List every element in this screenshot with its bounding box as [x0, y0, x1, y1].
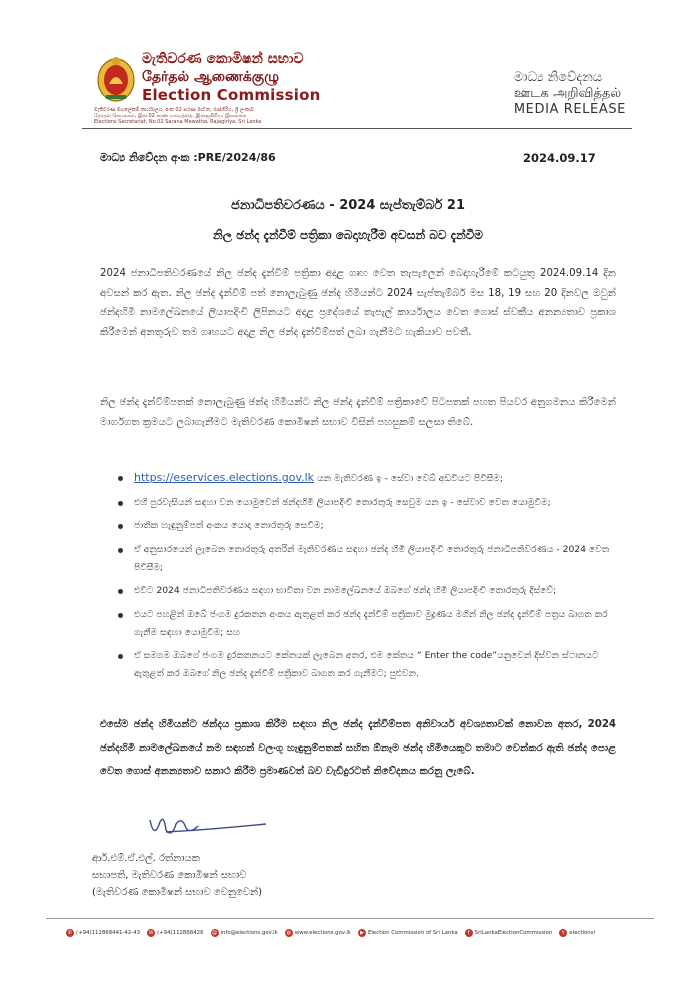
address-tamil: தேர்தல் செயலகம், இல.02 சரண மாவத்தை, இராஜகிரிய, இலங்கை	[94, 113, 247, 120]
org-address	[94, 107, 334, 126]
footer-youtube[interactable]: Election Commission of Sri Lanka	[368, 930, 458, 936]
bullet-icon	[118, 613, 123, 618]
release-date: 2024.09.17	[523, 151, 596, 165]
org-name-sinhala: මැතිවරණ කොමිෂන් සභාව	[142, 51, 304, 67]
bullet-icon	[118, 548, 123, 553]
signature-image	[146, 810, 276, 850]
list-item	[102, 582, 612, 600]
list-item-text: එවිට 2024 ජනාධිපතිවරණය සඳහා භාවිතා වන නාමලේඛනයේ ඔබගේ ඡන්ද හිමි ලියාපදිංචි තොරතුරු දිස්වේ;	[134, 585, 557, 596]
list-item	[102, 541, 612, 577]
list-item-text: යන මැතිවරණ ඉ - සේවා වෙබ් අඩවියට පිවිසීම;	[314, 473, 504, 484]
signatory-name: ආර්.එම්.ඒ.එල්. රත්නායක	[92, 853, 200, 864]
list-item	[102, 494, 612, 512]
email-icon: @	[212, 930, 218, 936]
list-item	[102, 606, 612, 642]
eservices-link[interactable]: https://eservices.elections.gov.lk	[134, 471, 315, 484]
footer-email[interactable]: info@elections.gov.lk	[220, 930, 278, 936]
list-item	[102, 517, 612, 535]
paragraph-3: එසේම ඡන්ද හිමියන්ට ඡන්දය ප්‍රකාශ කිරීම සඳහා නිල ඡන්ද දැන්වීම්පත අනිවාර්ය අවශ්‍යතාවක් නොවන අතර, 2024 ඡන්දහිමි නාමලේඛනයේ නම සඳහන් වලංගු හැඳුනුම්පතක් සහිත ඕනෑම ඡන්ද හිමියෙකුට තමාට වෙන්කර ඇති ඡන්ද පොළ වෙත ගොස් අනන්‍යතාව සනාථ කිරීම ප්‍රමාණවත් බව වැඩිදුරටත් නිවේදනය කරනු ලැබේ.	[100, 719, 617, 777]
signatory-title: සභාපති, මැතිවරණ කොමිෂන් සභාව	[92, 870, 247, 881]
phone-icon: ✆	[67, 930, 73, 936]
facebook-icon: f	[465, 929, 473, 937]
media-release-label	[514, 70, 626, 118]
steps-list	[102, 469, 612, 689]
web-icon: ◍	[286, 930, 291, 936]
address-sinhala: මැතිවරණ මහලේකම් කාර්යාලය, අංක 02 සරණ මාවත, රාජගිරිය, ශ්‍රී ලංකාව	[94, 107, 255, 113]
bullet-icon	[118, 476, 123, 481]
signatory-behalf: (මැතිවරණ කොමිෂන් සභාව වෙනුවෙන්)	[92, 887, 262, 898]
org-name-tamil: தேர்தல் ஆணைக்குழு	[142, 69, 280, 85]
list-item	[102, 647, 612, 683]
document-subtitle: නිල ඡන්ද දැන්වීම් පත්‍රිකා බෙදාහැරීම අවසන් බව දැන්වීම	[213, 228, 483, 242]
youtube-icon: ▶	[358, 929, 366, 937]
header-divider	[82, 128, 632, 129]
signatory-block	[92, 850, 262, 901]
footer-fax: (+94)112868426	[157, 930, 204, 936]
list-item-text: ඒ අනුසාරයෙන් ලැබෙන තොරතුරු අතරින් මැතිවරණය සඳහා ඡන්ද හිමි ලියාපදිංචි තොරතුරු ජනාධිපතිවරණය - 2024 වෙත පිවිසීම;	[134, 543, 610, 573]
footer-facebook[interactable]: SriLankaElectionCommission	[474, 930, 553, 936]
list-item-text: ඒ සමගම ඔබගේ ජංගම දුරකතනයට කේතයක් ලැබෙන අතර, එම කේතය “ Enter the code”යනුවෙන් දිස්වන ස්ථානයට ඇතුළත් කර ඔබගේ නිල ඡන්ද දැන්වීම් පත්‍රිකාව බාගත කර ගැනීමට; පුළුවන.	[134, 650, 599, 679]
list-item	[102, 469, 612, 488]
paragraph-2: නිල ඡන්ද දැන්වීම්පතක් නොලැබුණු ඡන්ද හිමියන්ට නිල ඡන්ද දැන්වීම් පත්‍රිකාවේ පිටපතක් පහත පියවර අනුගමනය කිරීමෙන් මාර්ගගත ක්‍රමයට ලබාගැනීමට මැතිවරණ කොමිෂන් සභාව විසින් පහසුකම් සලසා තිබේ.	[100, 397, 616, 428]
bullet-icon	[118, 501, 123, 506]
list-item-text: එයට පහළින් ඔබේ ජංගම දුරකතන අංකය ඇතුළත් කර ඡන්ද දැන්වීම් පත්‍රිකාව මුද්‍රණය මගින් නිල ඡන්ද දැන්වීම් පත්‍රය බාගත කර ගැනීම සඳහා යොමුවීම; සහ	[134, 608, 608, 638]
fax-icon: ✉	[148, 930, 154, 936]
media-release-sinhala: මාධ්‍ය නිවේදනය	[513, 70, 603, 85]
list-item-text: ජාතික හැඳුනුම්පත් අංකය යොදා තොරතුරු සෙවීම;	[134, 520, 324, 531]
footer-divider	[46, 918, 654, 919]
media-release-english: MEDIA RELEASE	[513, 102, 626, 117]
footer-contacts	[66, 929, 666, 937]
bullet-icon	[118, 589, 123, 594]
footer-web[interactable]: www.elections.gov.lk	[294, 930, 352, 936]
footer-twitter[interactable]: electionsl	[569, 930, 595, 936]
address-english: Elections Secretariat, No.02 Sarana Mawatha, Rajagiriya, Sri Lanka	[94, 119, 262, 126]
org-name-english: Election Commission	[142, 86, 321, 104]
footer-phone: (+94)112868441-42-43	[76, 930, 141, 936]
document-title: ජනාධිපතිවරණය - 2024 සැප්තැම්බර් 21	[231, 198, 465, 213]
paragraph-1: 2024 ජනාධිපතිවරණයේ නිල ඡන්ද දැන්වීම් පත්‍රිකා අදාළ ගෘහ වෙත තැපැලෙන් බෙදාහැරීමේ කටයුතු 2024.09.14 දින අවසන් කර ඇත. නිල ඡන්ද දැන්වීම් පත් නොලැබුණු ඡන්ද හිමියන්ට 2024 සැප්තැම්බර් මස 18, 19 සහ 20 දිනවල ඔවුන් ඡන්දහිමි නාමලේඛනයේ ලියාපදිංචි ලිපිනයට අදාළ ප්‍රදේශයේ තැපැල් කාර්යාලය වෙත ගොස් ස්වකීය අනන්‍යතාව ප්‍රකාශ කිරීමෙන් අනතුරුව තම ගෘහයට අදාළ නිල ඡන්ද දැන්වීම්පත් ලබා ගැනීමට හැකියාව පවතී.	[100, 268, 616, 338]
bullet-icon	[118, 654, 123, 659]
media-release-tamil: ஊடக அறிவித்தல்	[513, 86, 622, 101]
bullet-icon	[118, 524, 123, 529]
twitter-icon: t	[559, 929, 567, 937]
emblem-icon	[96, 54, 136, 102]
list-item-text: එහි පුරවැසියන් සඳහා වන යොමුවෙන් ඡන්දහිමි ලියාපදිංචි තොරතුරු සෙවුම යන ඉ - සේවාව වෙත යොමුවීම;	[134, 496, 551, 508]
reference-number: මාධ්‍ය නිවේදන අංක :PRE/2024/86	[100, 151, 276, 164]
